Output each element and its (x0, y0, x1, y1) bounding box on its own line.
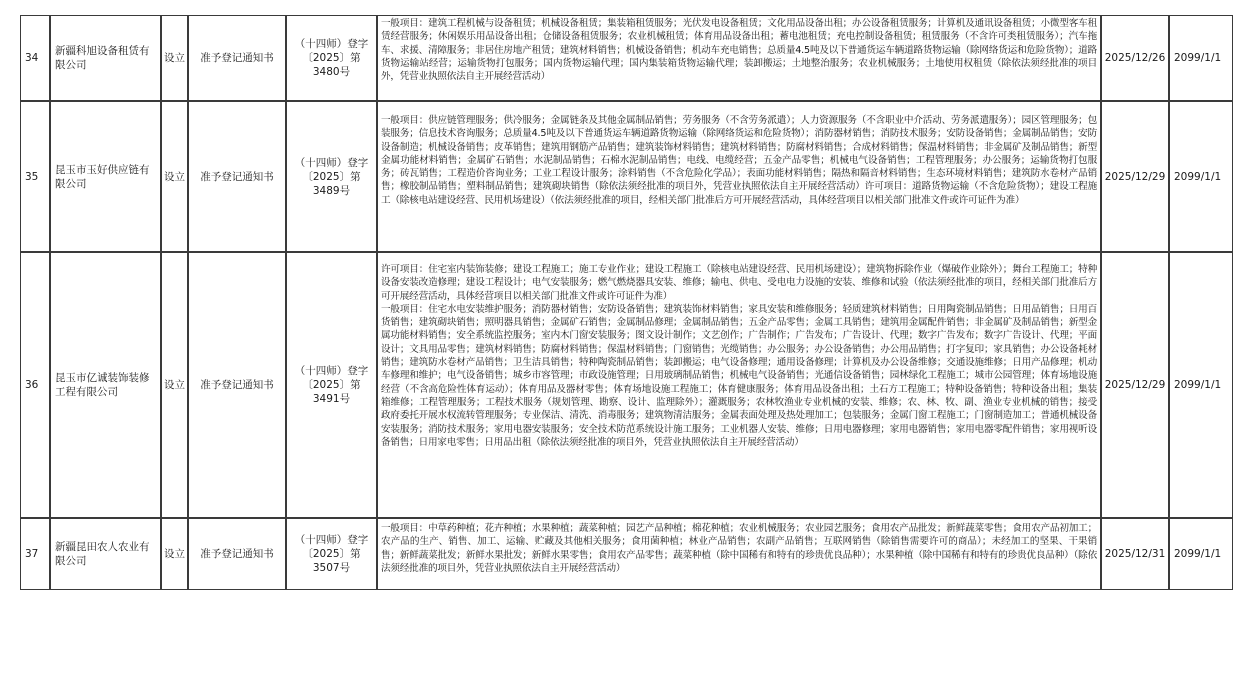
row-35-company: 昆玉市玉好供应链有限公司 (50, 101, 161, 252)
row-34-business-scope: 一般项目：建筑工程机械与设备租赁；机械设备租赁；集装箱租赁服务；光伏发电设备租赁；文化用品设备出租；办公设备租赁服务；计算机及通讯设备租赁；小微型客车租赁经营服务；休闲娱乐用品设备出租；仓储设备租赁服务；农业机械租赁；体育用品设备出租；蓄电池租赁；充电控制设备租赁；租赁服务（不含许可类租赁服务）；汽车拖车、求援、清障服务；非居住房地产租赁；建筑材料销售；机械设备销售；机动车充电销售；总质量4.5吨及以下普通货运车辆道路货物运输（除网络货运和危险货物）；道路货物运输站经营；运输货物打包服务；国内货物运输代理；国内集装箱货物运输代理；装卸搬运；土地整治服务；农业机械服务；土地使用权租赁（除依法须经批准的项目外，凭营业执照依法自主开展经营活动） (377, 15, 1101, 101)
row-36-company: 昆玉市亿诚装饰装修工程有限公司 (50, 252, 161, 518)
row-35-type: 设立 (161, 101, 188, 252)
row-37-reg-number: （十四师）登字〔2025〕第3507号 (286, 518, 377, 590)
row-34-type: 设立 (161, 15, 188, 101)
row-37-document: 准予登记通知书 (188, 518, 286, 590)
row-37-issue-date: 2025/12/31 (1101, 518, 1169, 590)
row-34-issue-date: 2025/12/26 (1101, 15, 1169, 101)
row-37-number: 37 (20, 518, 50, 590)
row-35-document: 准予登记通知书 (188, 101, 286, 252)
row-34-company: 新疆科旭设备租赁有限公司 (50, 15, 161, 101)
row-37-valid-until: 2099/1/1 (1169, 518, 1233, 590)
row-35-issue-date: 2025/12/29 (1101, 101, 1169, 252)
row-36-type: 设立 (161, 252, 188, 518)
row-36-valid-until: 2099/1/1 (1169, 252, 1233, 518)
row-35-valid-until: 2099/1/1 (1169, 101, 1233, 252)
row-36-reg-number: （十四师）登字〔2025〕第3491号 (286, 252, 377, 518)
row-35-business-scope: 一般项目：供应链管理服务；供冷服务；金属链条及其他金属制品销售；劳务服务（不含劳务派遣）；人力资源服务（不含职业中介活动、劳务派遣服务）；园区管理服务；包装服务；信息技术咨询服务；总质量4.5吨及以下普通货运车辆道路货物运输（除网络货运和危险货物）；消防器材销售；消防技术服务；安防设备销售；金属制品销售；安防设备制造；机械设备销售；皮革销售；建筑用钢筋产品销售；建筑装饰材料销售；建筑材料销售；防腐材料销售；合成材料销售；保温材料销售；非金属矿及制品销售；新型金属功能材料销售；金属矿石销售；水泥制品销售；石棉水泥制品销售；电线、电缆经营；五金产品零售；机械电气设备销售；工程管理服务；办公服务；运输货物打包服务；砖瓦销售；工程造价咨询业务；工业工程设计服务；涂料销售（不含危险化学品）；表面功能材料销售；隔热和隔音材料销售；生态环境材料销售；建筑防水卷材产品销售；橡胶制品销售；塑料制品销售；建筑砌块销售（除依法须经批准的项目外，凭营业执照依法自主开展经营活动）许可项目：道路货物运输（不含危险货物）；建设工程施工（除核电站建设经营、民用机场建设）（依法须经批准的项目，经相关部门批准后方可开展经营活动，具体经营项目以相关部门批准文件或许可证件为准） (377, 101, 1101, 252)
row-37-type: 设立 (161, 518, 188, 590)
row-36-number: 36 (20, 252, 50, 518)
row-37-business-scope: 一般项目：中草药种植；花卉种植；水果种植；蔬菜种植；园艺产品种植；棉花种植；农业机械服务；农业园艺服务；食用农产品批发；新鲜蔬菜零售；食用农产品初加工；农产品的生产、销售、加工、运输、贮藏及其他相关服务；食用菌种植；林业产品销售；农副产品销售；互联网销售（除销售需要许可的商品）；未经加工的坚果、干果销售；新鲜蔬菜批发；新鲜水果批发；新鲜水果零售；食用农产品零售；蔬菜种植（除中国稀有和特有的珍贵优良品种）；水果种植（除中国稀有和特有的珍贵优良品种）（除依法须经批准的项目外，凭营业执照依法自主开展经营活动） (377, 518, 1101, 590)
row-36-issue-date: 2025/12/29 (1101, 252, 1169, 518)
row-37-company: 新疆昆田农人农业有限公司 (50, 518, 161, 590)
registration-table (20, 15, 1233, 590)
row-35-number: 35 (20, 101, 50, 252)
row-36-document: 准予登记通知书 (188, 252, 286, 518)
row-34-valid-until: 2099/1/1 (1169, 15, 1233, 101)
row-34-reg-number: （十四师）登字〔2025〕第3480号 (286, 15, 377, 101)
row-34-document: 准予登记通知书 (188, 15, 286, 101)
row-35-reg-number: （十四师）登字〔2025〕第3489号 (286, 101, 377, 252)
row-34-number: 34 (20, 15, 50, 101)
row-36-business-scope: 许可项目：住宅室内装饰装修；建设工程施工；施工专业作业；建设工程施工（除核电站建设经营、民用机场建设）；建筑物拆除作业（爆破作业除外）；舞台工程施工；特种设备安装改造修理；建设工程设计；电气安装服务；燃气燃烧器具安装、维修；输电、供电、受电电力设施的安装、维修和试验（依法须经批准的项目，经相关部门批准后方可开展经营活动，具体经营项目以相关部门批准文件或许可证件为准） 一般项目：住宅水电安装维护服务；消防器材销售；安防设备销售；建筑装饰材料销售；家具安装和维修服务；轻质建筑材料销售；日用陶瓷制品销售；日用品销售；日用百货销售；建筑砌块销售；照明器具销售；金属矿石销售；金属制品修理；金属制品销售；五金产品零售；金属工具销售；建筑用金属配件销售；非金属矿及制品销售；新型金属功能材料销售；安全系统监控服务；室内木门窗安装服务；图文设计制作；文艺创作；广告制作；广告发布；广告设计、代理；数字广告发布；数字广告设计、代理；平面设计；文具用品零售；建筑材料销售；防腐材料销售；保温材料销售；门窗销售；光缆销售；办公服务；办公设备销售；办公用品销售；打字复印；家具销售；办公设备耗材销售；建筑防水卷材产品销售；卫生洁具销售；特种陶瓷制品销售；装卸搬运；电气设备修理；通用设备修理；计算机及办公设备维修；交通设施维修；日用产品修理；机动车修理和维护；电气设备销售；城乡市容管理；市政设施管理；日用玻璃制品销售；机械电气设备销售；光通信设备销售；园林绿化工程施工；城市公园管理；体育场地设施经营（不含高危险性体育运动）；体育用品及器材零售；体育场地设施工程施工；体育健康服务；体育用品设备出租；土石方工程施工；特种设备销售；特种设备出租；集装箱维修；工程管理服务；工程技术服务（规划管理、勘察、设计、监理除外）；灌溉服务；农林牧渔业专业机械的安装、维修；农、林、牧、副、渔业专业机械的销售；接受政府委托开展水权流转管理服务；专业保洁、清洗、消毒服务；建筑物清洁服务；金属表面处理及热处理加工；包装服务；金属门窗工程施工；门窗制造加工；普通机械设备安装服务；消防技术服务；家用电器安装服务；安全技术防范系统设计施工服务；工业机器人安装、维修；日用电器修理；家用电器销售；家用电器零配件销售；家用视听设备销售；日用家电零售；日用品出租（除依法须经批准的项目外，凭营业执照依法自主开展经营活动） (377, 252, 1101, 518)
